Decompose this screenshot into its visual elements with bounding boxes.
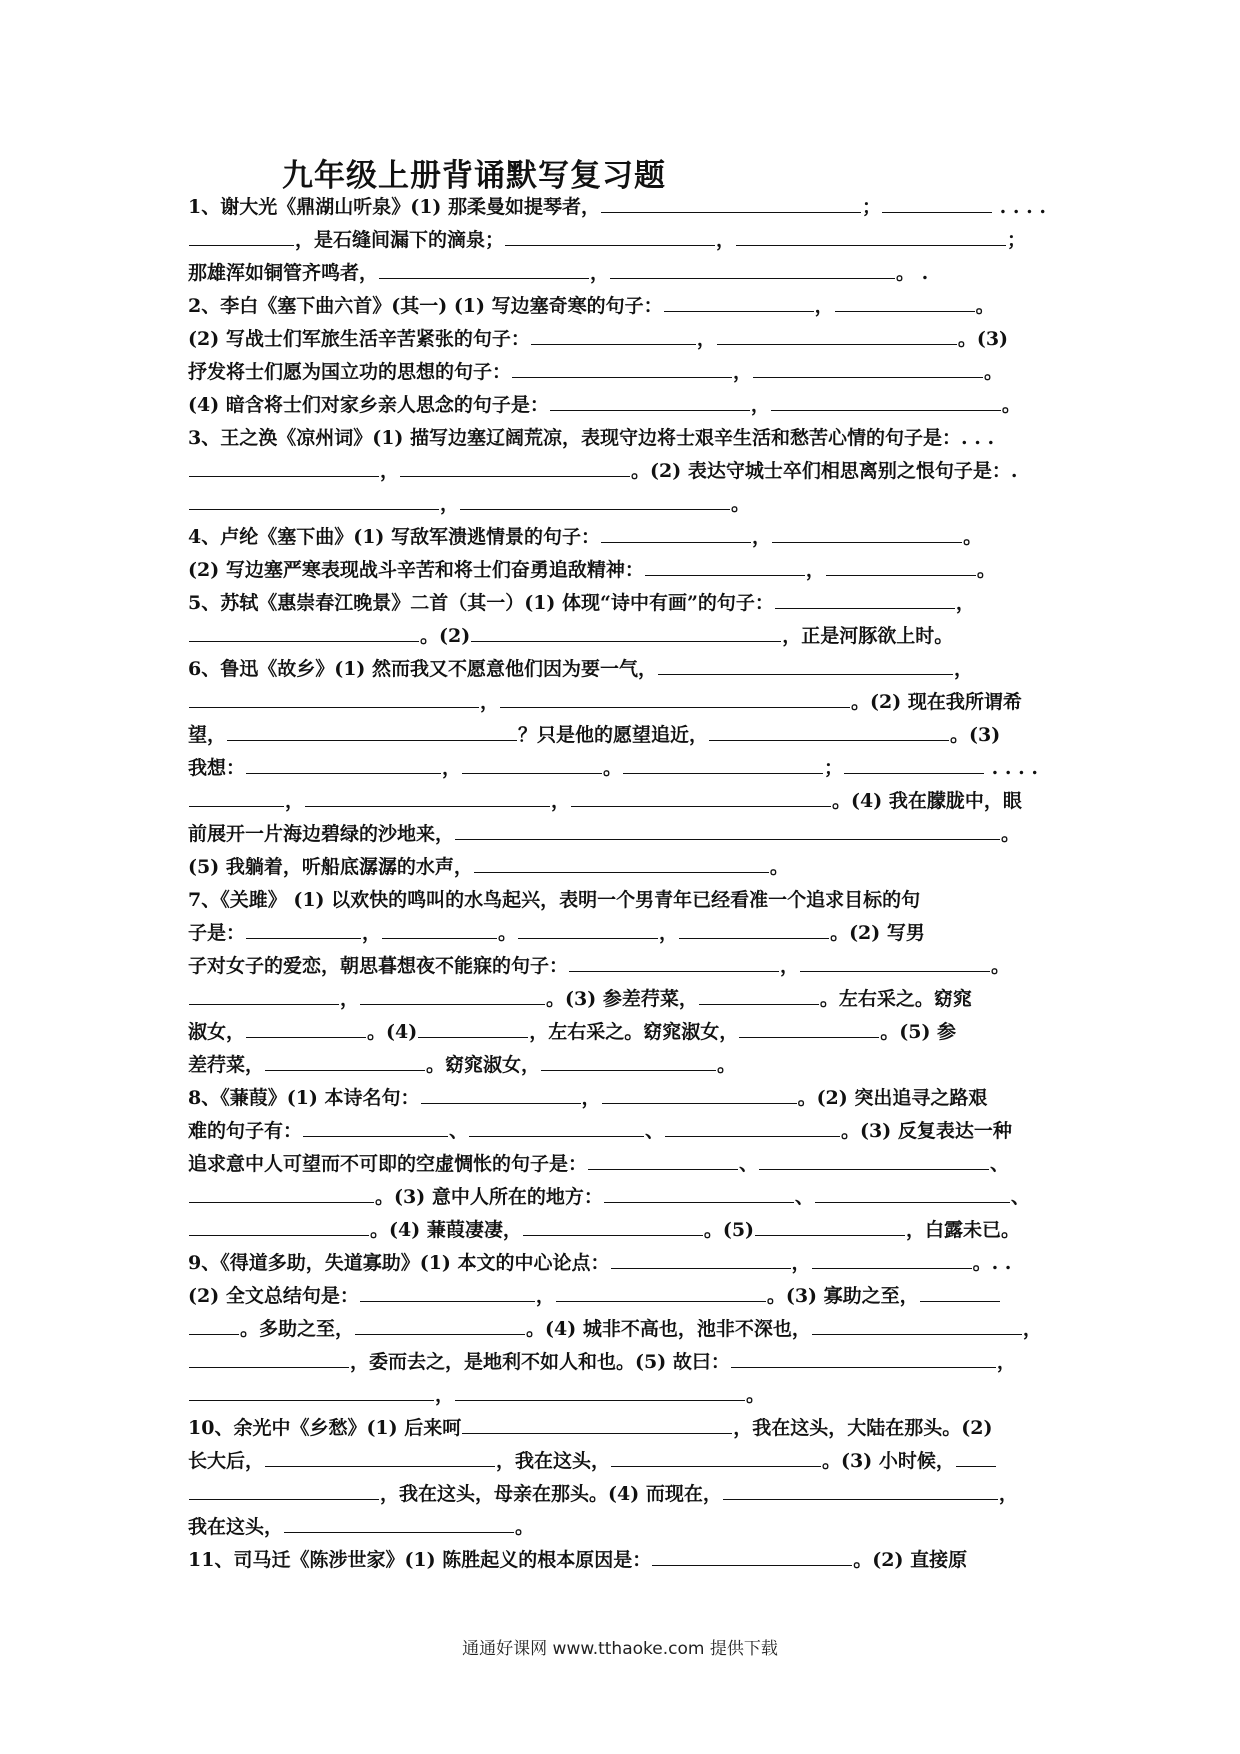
text: ，我在这头，大陆在那头。(2) [733, 1417, 993, 1439]
blank[interactable] [736, 225, 1006, 246]
blank[interactable] [569, 951, 779, 972]
text: ， [362, 922, 382, 944]
text: 、 [1010, 1186, 1030, 1208]
text: ； [862, 196, 882, 218]
blank[interactable] [305, 786, 550, 807]
exercise-line [188, 852, 789, 882]
blank[interactable] [455, 1380, 745, 1401]
text: 。 [976, 559, 996, 581]
blank[interactable] [815, 1182, 1010, 1203]
exercise-line [188, 1215, 1020, 1245]
exercise-line [188, 951, 1010, 981]
text: ， [581, 1087, 601, 1109]
text: ； [824, 757, 844, 779]
blank[interactable] [772, 522, 962, 543]
blank[interactable] [455, 819, 1000, 840]
text: 。 [717, 1054, 737, 1076]
text: ， [814, 295, 834, 317]
blank[interactable] [246, 1017, 366, 1038]
text: ， [285, 790, 305, 812]
text: ？只是他的愿望追近， [518, 724, 709, 746]
text: 1、谢大光《鼎湖山听泉》(1) 那柔曼如提琴者， [188, 196, 601, 218]
blank[interactable] [189, 1380, 434, 1401]
text: 难的句子有： [188, 1120, 303, 1142]
exercise-line [188, 1380, 765, 1410]
blank[interactable] [189, 1182, 374, 1203]
text: ， [750, 394, 770, 416]
exercise-line [188, 918, 925, 948]
blank[interactable] [189, 456, 379, 477]
blank[interactable] [723, 1479, 998, 1500]
blank[interactable] [360, 1281, 535, 1302]
text: 。 [731, 493, 751, 515]
blank[interactable] [265, 1050, 425, 1071]
blank[interactable] [652, 1545, 852, 1566]
exercise-line [188, 786, 1022, 816]
text: 。(4) 蒹葭凄凄， [370, 1219, 522, 1241]
text: 。左右采之。窈窕 [819, 988, 972, 1010]
exercise-line [188, 1446, 997, 1476]
exercise-line [188, 357, 1003, 387]
text: (5) 我躺着，听船底潺潺的水声， [188, 856, 473, 878]
exercise-line [188, 555, 996, 585]
text: 。(3) [957, 328, 1009, 350]
blank[interactable] [571, 786, 831, 807]
blank[interactable] [512, 357, 732, 378]
text: ， [716, 229, 736, 251]
text: 我想： [188, 757, 246, 779]
text: 抒发将士们愿为国立功的思想的句子： [188, 361, 512, 383]
text: 、 [739, 1153, 759, 1175]
text: ，委而去之，是地利不如人和也。(5) 故曰： [350, 1351, 730, 1373]
text: 、 [794, 1186, 814, 1208]
blank[interactable] [665, 1116, 840, 1137]
exercise-line [188, 456, 1017, 486]
exercise-line [188, 819, 1020, 849]
text: 。 [769, 856, 789, 878]
exercise-line [188, 654, 973, 684]
text: ， [435, 1384, 455, 1406]
text: 。(4) 我在朦胧中，眼 [832, 790, 1022, 812]
text: ，左右采之。窈窕淑女， [529, 1021, 739, 1043]
text: 差荇菜， [188, 1054, 265, 1076]
exercise-line [188, 1050, 736, 1080]
text: ， [380, 460, 400, 482]
blank[interactable] [709, 720, 949, 741]
blank[interactable] [421, 1083, 581, 1104]
text: ， [780, 955, 800, 977]
blank[interactable] [920, 1281, 1000, 1302]
text: 、 [645, 1120, 665, 1142]
exercise-line [188, 1248, 1011, 1278]
exercise-line [188, 588, 975, 618]
exercise-line [188, 1479, 1018, 1509]
blank[interactable] [800, 951, 990, 972]
blank[interactable] [844, 753, 984, 774]
text: 。(2) [420, 625, 471, 647]
blank[interactable] [699, 984, 819, 1005]
blank[interactable] [462, 753, 602, 774]
exercise-line [188, 1149, 1009, 1179]
text: 7、《关雎》 (1) 以欢快的鸣叫的水鸟起兴，表明一个男青年已经看准一个追求目标的句 [188, 889, 921, 911]
blank[interactable] [623, 753, 823, 774]
blank[interactable] [303, 1116, 448, 1137]
text: ， [696, 328, 716, 350]
page-footer: 通通好课网 www.tthaoke.com 提供下载 [462, 1639, 778, 1659]
text: ， [1022, 1318, 1042, 1340]
blank[interactable] [541, 1050, 716, 1071]
blank[interactable] [462, 1413, 732, 1434]
text: ， [805, 559, 825, 581]
text: 。(3) 参差荇菜， [546, 988, 698, 1010]
blank[interactable] [189, 1347, 349, 1368]
text: ， [752, 526, 772, 548]
text: 。(2) 写男 [830, 922, 925, 944]
exercise-line [188, 291, 995, 321]
blank[interactable] [755, 1215, 905, 1236]
page-title: 九年级上册背诵默写复习题 [282, 158, 666, 194]
text: 。(4) 城非不高也，池非不深也， [526, 1318, 811, 1340]
text: ； [1007, 229, 1027, 251]
blank[interactable] [227, 720, 517, 741]
text: ， [998, 1483, 1018, 1505]
text: ， [535, 1285, 555, 1307]
exercise-line [188, 489, 750, 519]
blank[interactable] [645, 555, 805, 576]
exercise-line [188, 885, 920, 915]
exercise-line [188, 984, 972, 1014]
exercise-line [188, 522, 982, 552]
blank[interactable] [531, 324, 696, 345]
text: 。 [498, 922, 518, 944]
blank[interactable] [739, 1017, 879, 1038]
text: 。 [603, 757, 623, 779]
text: ， [590, 262, 610, 284]
text: ，正是河豚欲上时。 [782, 625, 954, 647]
text: 。 [984, 361, 1004, 383]
blank[interactable] [679, 918, 829, 939]
text: ，白露未已。 [906, 1219, 1021, 1241]
blank[interactable] [556, 1281, 766, 1302]
blank[interactable] [664, 291, 814, 312]
text: 。 [1001, 823, 1021, 845]
text: 。(4) [367, 1021, 418, 1043]
text: (2) 全文总结句是： [188, 1285, 359, 1307]
blank[interactable] [284, 1512, 514, 1533]
text: 。多助之至， [240, 1318, 355, 1340]
text: ， [440, 493, 460, 515]
blank[interactable] [505, 225, 715, 246]
text: ， [955, 592, 975, 614]
text: ， [442, 757, 462, 779]
blank[interactable] [189, 489, 439, 510]
exercise-line [188, 1545, 967, 1575]
blank[interactable] [189, 1215, 369, 1236]
exercise-line [188, 258, 928, 288]
text: ， [340, 988, 360, 1010]
text: ， [996, 1351, 1016, 1373]
text: 、 [990, 1153, 1010, 1175]
blank[interactable] [189, 984, 339, 1005]
blank[interactable] [474, 852, 769, 873]
text: 。 [975, 295, 995, 317]
blank[interactable] [418, 1017, 528, 1038]
blank[interactable] [246, 918, 361, 939]
text: 。(3) 寡助之至， [766, 1285, 919, 1307]
text: 我在这头， [188, 1516, 284, 1538]
text: 3、王之涣《凉州词》(1) 描写边塞辽阔荒凉，表现守边将士艰辛生活和愁苦心情的句子是：. . . [188, 427, 995, 449]
text: 。(3) 意中人所在的地方： [375, 1186, 603, 1208]
text: 4、卢纶《塞下曲》(1) 写敌军溃逃情景的句子： [188, 526, 601, 548]
text: . . . . [993, 196, 1046, 218]
exercise-line [188, 1116, 1012, 1146]
blank[interactable] [602, 1083, 797, 1104]
text: 8、《蒹葭》(1) 本诗名句： [188, 1087, 420, 1109]
text: 。 [991, 955, 1011, 977]
text: 子对女子的爱恋，朝思暮想夜不能寐的句子： [188, 955, 569, 977]
blank[interactable] [246, 753, 441, 774]
blank[interactable] [355, 1314, 525, 1335]
text: 。(2) 表达守城士卒们相思离别之恨句子是：. [631, 460, 1018, 482]
text: 子是： [188, 922, 246, 944]
exercise-line [188, 753, 1038, 783]
text: 2、李白《塞下曲六首》(其一) (1) 写边塞奇寒的句子： [188, 295, 663, 317]
text: 。(2) 直接原 [853, 1549, 968, 1571]
blank[interactable] [379, 258, 589, 279]
blank[interactable] [882, 192, 992, 213]
text: (4) 暗含将士们对家乡亲人思念的句子是： [188, 394, 549, 416]
text: 。. . [972, 1252, 1012, 1274]
exercise-line [188, 687, 1022, 717]
text: 。(3) [950, 724, 1001, 746]
text: . . . . [985, 757, 1038, 779]
blank[interactable] [611, 1248, 791, 1269]
text: 追求意中人可望而不可即的空虚惆怅的句子是： [188, 1153, 588, 1175]
text: 。窈窕淑女， [426, 1054, 541, 1076]
blank[interactable] [189, 1314, 239, 1335]
text: 。 [746, 1384, 766, 1406]
text: 10、余光中《乡愁》(1) 后来呵 [188, 1417, 462, 1439]
exercise-line [188, 1512, 534, 1542]
blank[interactable] [753, 357, 983, 378]
exercise-line [188, 324, 1008, 354]
blank[interactable] [759, 1149, 989, 1170]
blank[interactable] [775, 588, 955, 609]
exercise-line [188, 1017, 956, 1047]
blank[interactable] [400, 456, 630, 477]
exercise-line [188, 1413, 992, 1443]
exercise-line [188, 621, 953, 651]
exercise-line [188, 1182, 1030, 1212]
blank[interactable] [611, 1446, 821, 1467]
blank[interactable] [382, 918, 497, 939]
text: 前展开一片海边碧绿的沙地来， [188, 823, 455, 845]
exercise-line [188, 720, 1000, 750]
blank[interactable] [812, 1314, 1022, 1335]
text: (2) 写边塞严寒表现战斗辛苦和将士们奋勇追敌精神： [188, 559, 644, 581]
blank[interactable] [601, 522, 751, 543]
text: 。(5) 参 [880, 1021, 957, 1043]
blank[interactable] [550, 390, 750, 411]
text: 。 [963, 526, 983, 548]
text: 。(2) 现在我所谓希 [851, 691, 1022, 713]
text: 。 . [896, 262, 929, 284]
text: 淑女， [188, 1021, 246, 1043]
blank[interactable] [835, 291, 975, 312]
text: 6、鲁迅《故乡》(1) 然而我又不愿意他们因为要一气， [188, 658, 658, 680]
blank[interactable] [189, 687, 479, 708]
exercise-line [188, 423, 994, 453]
text: ， [480, 691, 500, 713]
text: ，是石缝间漏下的滴泉； [295, 229, 505, 251]
text: 。(3) 反复表达一种 [841, 1120, 1012, 1142]
text: ， [659, 922, 679, 944]
text: 。(2) 突出追寻之路艰 [797, 1087, 988, 1109]
exercise-line [188, 1083, 987, 1113]
blank[interactable] [604, 1182, 794, 1203]
text: (2) 写战士们军旅生活辛苦紧张的句子： [188, 328, 530, 350]
blank[interactable] [360, 984, 545, 1005]
exercise-line [188, 225, 1026, 255]
blank[interactable] [658, 654, 953, 675]
exercise-line [188, 192, 1046, 222]
text: 9、《得道多助，失道寡助》(1) 本文的中心论点： [188, 1252, 610, 1274]
blank[interactable] [523, 1215, 703, 1236]
text: ，我在这头，母亲在那头。(4) 而现在， [380, 1483, 722, 1505]
blank[interactable] [601, 192, 861, 213]
exercise-line [188, 1281, 1001, 1311]
blank[interactable] [518, 918, 658, 939]
text: ， [791, 1252, 811, 1274]
blank[interactable] [189, 621, 419, 642]
text: 那雄浑如铜管齐鸣者， [188, 262, 379, 284]
blank[interactable] [265, 1446, 495, 1467]
blank[interactable] [956, 1446, 996, 1467]
blank[interactable] [826, 555, 976, 576]
text: 。(5) [703, 1219, 755, 1241]
blank[interactable] [189, 786, 284, 807]
blank[interactable] [588, 1149, 738, 1170]
blank[interactable] [717, 324, 957, 345]
text: 长大后， [188, 1450, 265, 1472]
exercise-line [188, 390, 1021, 420]
blank[interactable] [189, 225, 294, 246]
text: 5、苏轼《惠崇春江晚景》二首（其一）(1) 体现“诗中有画”的句子： [188, 592, 774, 614]
blank[interactable] [731, 1347, 996, 1368]
text: 望， [188, 724, 227, 746]
text: 、 [449, 1120, 469, 1142]
text: ， [733, 361, 753, 383]
exercise-line [188, 1347, 1016, 1377]
text: ，我在这头， [496, 1450, 611, 1472]
blank[interactable] [771, 390, 1001, 411]
blank[interactable] [812, 1248, 972, 1269]
blank[interactable] [189, 1479, 379, 1500]
exercise-line [188, 1314, 1042, 1344]
text: ， [551, 790, 571, 812]
text: ， [954, 658, 974, 680]
blank[interactable] [610, 258, 895, 279]
text: 11、司马迁《陈涉世家》(1) 陈胜起义的根本原因是： [188, 1549, 652, 1571]
blank[interactable] [469, 1116, 644, 1137]
text: 。 [1001, 394, 1021, 416]
blank[interactable] [471, 621, 781, 642]
blank[interactable] [500, 687, 850, 708]
text: 。(3) 小时候， [822, 1450, 955, 1472]
text: 。 [515, 1516, 535, 1538]
blank[interactable] [460, 489, 730, 510]
